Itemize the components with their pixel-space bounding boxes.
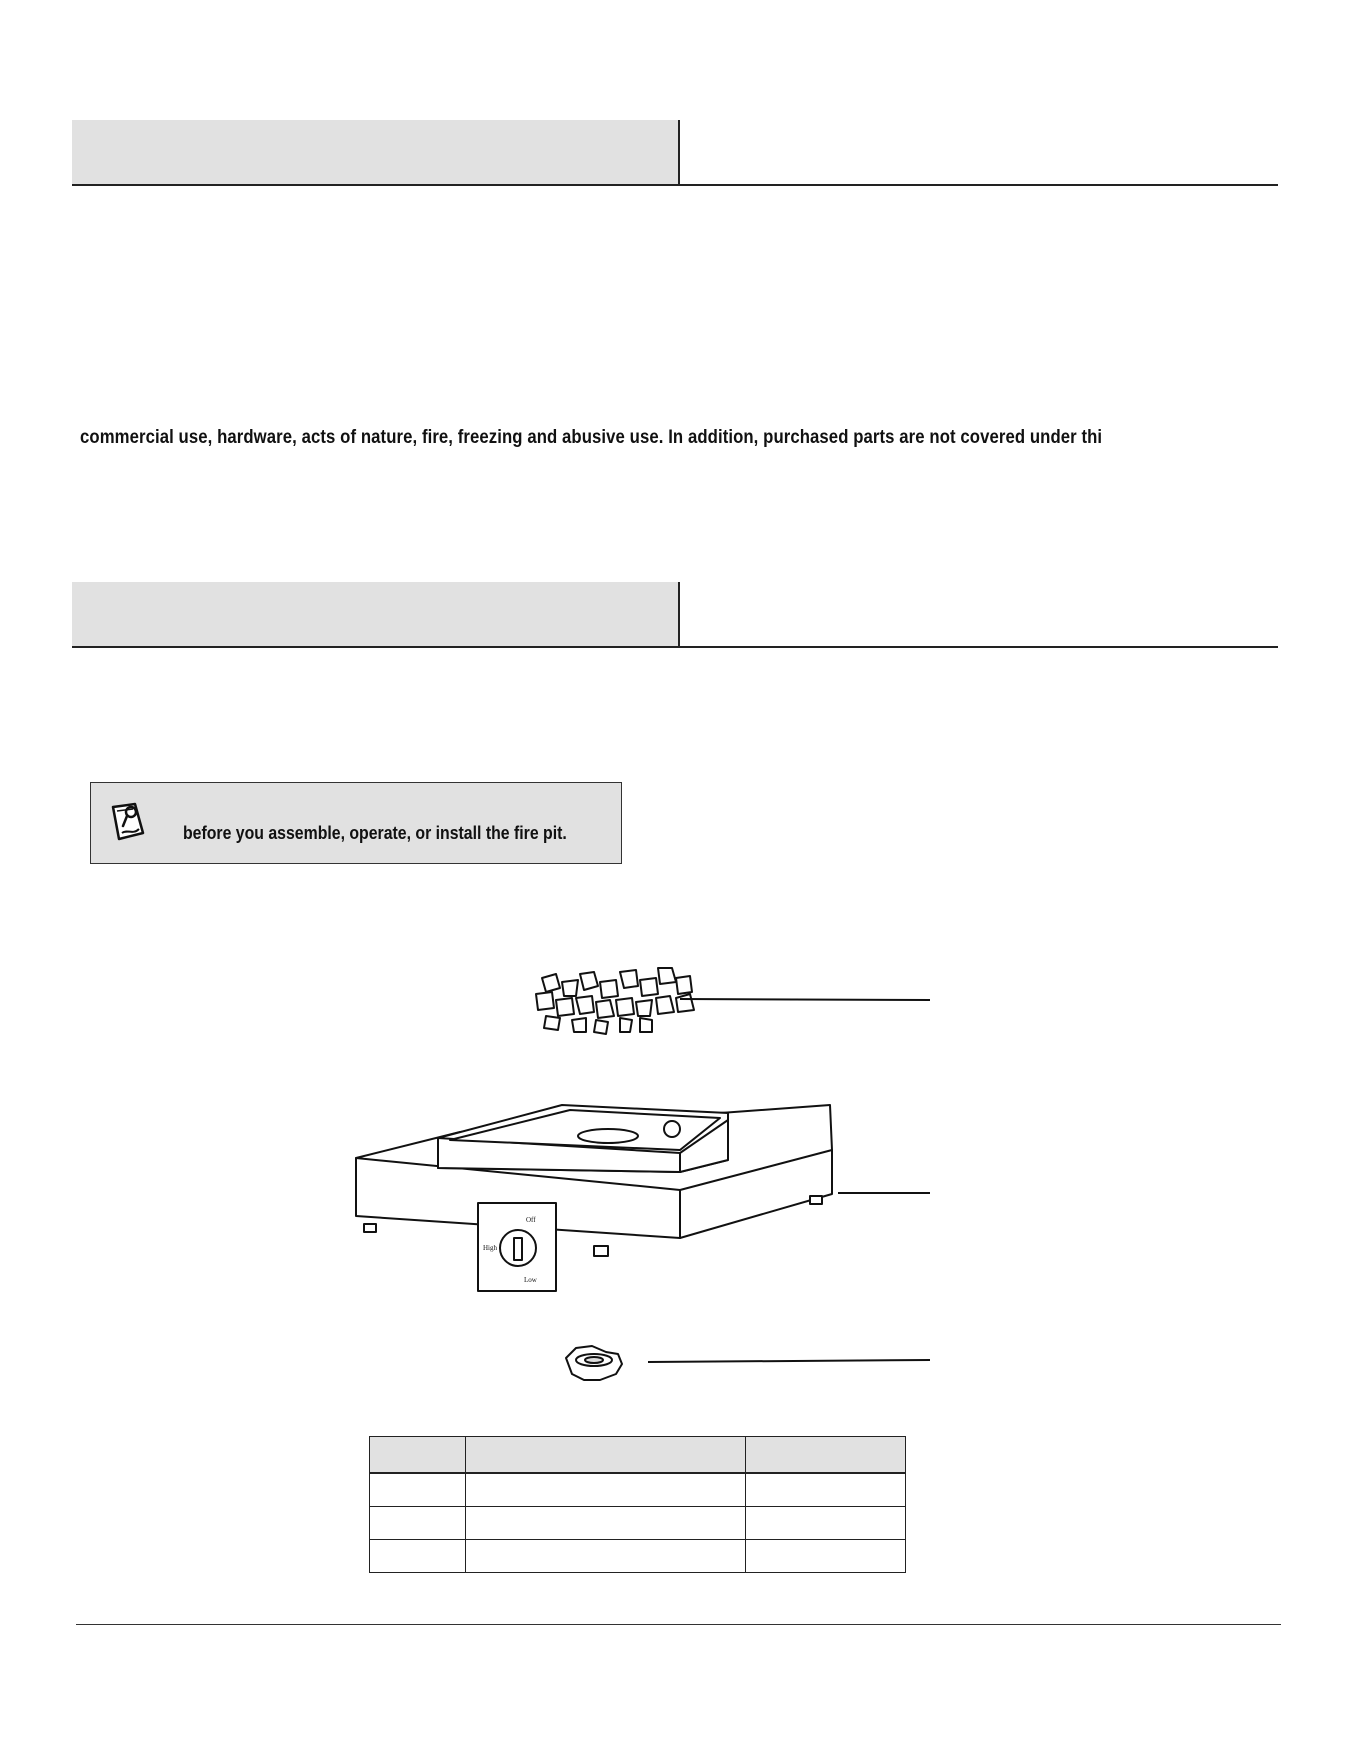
- section-header-rule: [72, 184, 1278, 186]
- footer-rule: [76, 1624, 1281, 1625]
- package-contents-table: [369, 1436, 906, 1573]
- note-pin-icon: [105, 799, 153, 847]
- warranty-text: commercial use, hardware, acts of nature, fire, freezing and abusive use. In addition, purchased parts are not covered under thi: [80, 427, 1103, 448]
- note-box: [90, 782, 622, 864]
- dial-label-high: High: [483, 1244, 497, 1252]
- section-header-warranty: [72, 120, 1278, 186]
- section-header-rule: [72, 646, 1278, 648]
- table-row: [370, 1507, 906, 1540]
- dial-label-off: Off: [526, 1216, 536, 1224]
- leader-line-hose-nut: [648, 1360, 930, 1362]
- note-text: before you assemble, operate, or install the fire pit.: [183, 823, 567, 843]
- table-row: [370, 1540, 906, 1573]
- table-header-row: [370, 1437, 906, 1474]
- table-row: [370, 1473, 906, 1507]
- table-header-cell: [370, 1437, 466, 1474]
- table-header-cell: [466, 1437, 746, 1474]
- section-header-pre-installation: [72, 582, 1278, 648]
- section-header-title-bar: [72, 120, 680, 184]
- table-header-cell: [746, 1437, 906, 1474]
- hose-nut-illustration: [566, 1346, 622, 1380]
- dial-label-low: Low: [524, 1276, 537, 1284]
- section-header-title-bar: [72, 582, 680, 646]
- lava-rocks-illustration: [536, 968, 694, 1034]
- leader-line-lava-rocks: [680, 999, 930, 1000]
- fire-pit-parts-diagram: [340, 960, 940, 1400]
- fire-pit-base-illustration: [356, 1105, 832, 1291]
